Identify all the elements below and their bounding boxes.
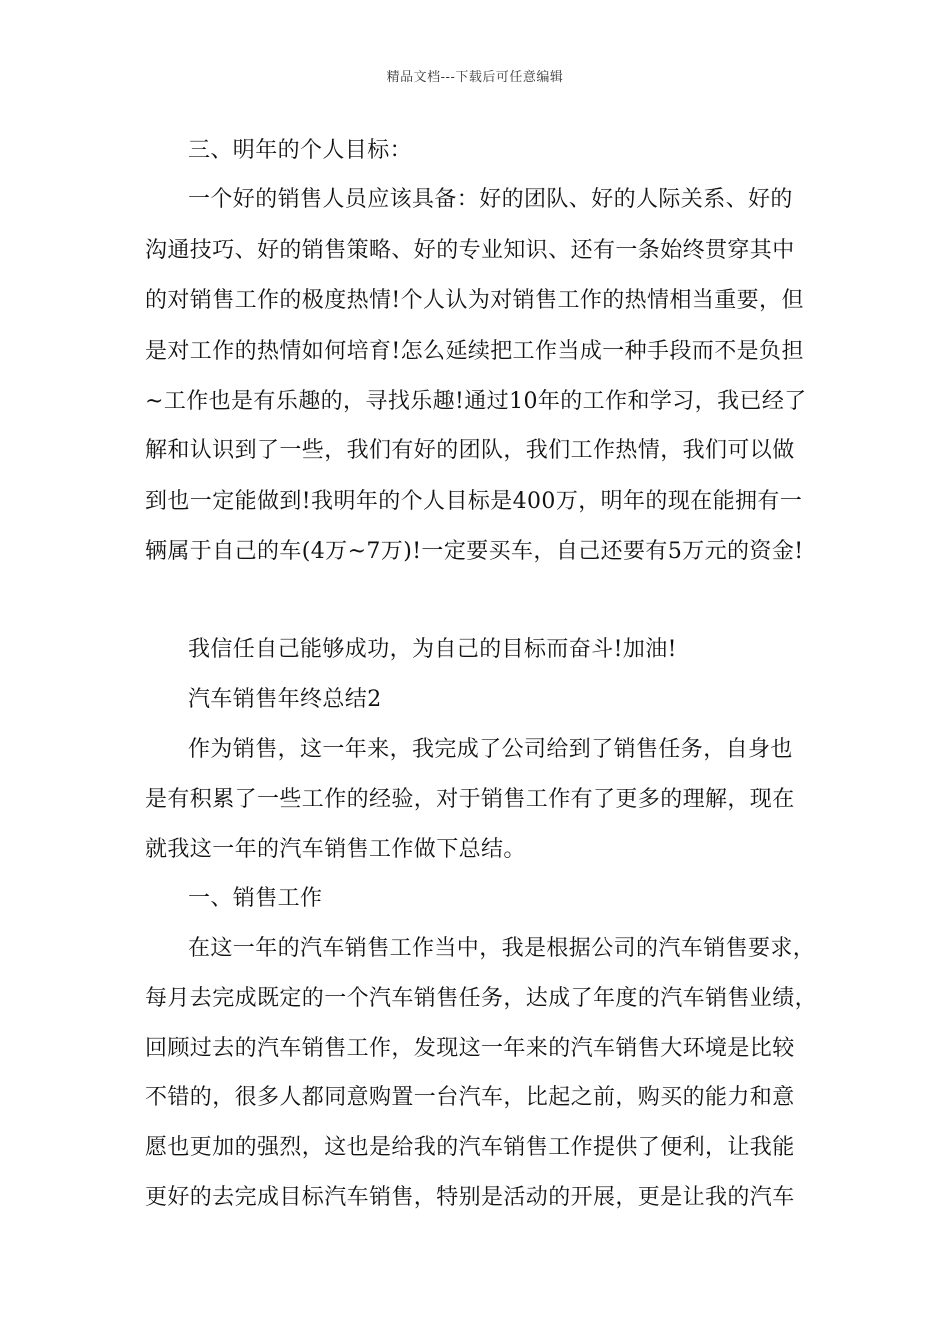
paragraph-line: 沟通技巧、好的销售策略、好的专业知识、还有一条始终贯穿其中 [145, 238, 795, 263]
paragraph-line: 是有积累了一些工作的经验，对于销售工作有了更多的理解，现在 [145, 787, 795, 812]
paragraph-line: 辆属于自己的车(4万~7万)!一定要买车，自己还要有5万元的资金! [145, 539, 804, 564]
paragraph-line: 就我这一年的汽车销售工作做下总结。 [145, 837, 526, 862]
paragraph-line: 每月去完成既定的一个汽车销售任务，达成了年度的汽车销售业绩， [145, 986, 818, 1011]
paragraph-line: ~工作也是有乐趣的，寻找乐趣!通过10年的工作和学习，我已经了 [145, 389, 807, 414]
paragraph-line: 一个好的销售人员应该具备：好的团队、好的人际关系、好的 [188, 187, 793, 212]
paragraph-line: 不错的，很多人都同意购置一台汽车，比起之前，购买的能力和意 [145, 1085, 795, 1110]
page-header: 精品文档---下载后可任意编辑 [386, 70, 564, 85]
paragraph-line: 愿也更加的强烈，这也是给我的汽车销售工作提供了便利，让我能 [145, 1135, 795, 1160]
section-heading: 一、销售工作 [188, 886, 323, 911]
section-title: 汽车销售年终总结2 [188, 687, 382, 712]
paragraph-line: 解和认识到了一些，我们有好的团队，我们工作热情，我们可以做 [145, 438, 795, 463]
paragraph-line: 我信任自己能够成功，为自己的目标而奋斗!加油! [188, 637, 677, 662]
paragraph-line: 到也一定能做到!我明年的个人目标是400万，明年的现在能拥有一 [145, 489, 803, 514]
paragraph-line: 作为销售，这一年来，我完成了公司给到了销售任务，自身也 [188, 737, 793, 762]
paragraph-line: 的对销售工作的极度热情!个人认为对销售工作的热情相当重要，但 [145, 288, 804, 313]
paragraph-line: 是对工作的热情如何培育!怎么延续把工作当成一种手段而不是负担 [145, 339, 804, 364]
section-heading: 三、明年的个人目标： [188, 138, 413, 163]
paragraph-line: 在这一年的汽车销售工作当中，我是根据公司的汽车销售要求， [188, 936, 816, 961]
paragraph-line: 更好的去完成目标汽车销售，特别是活动的开展，更是让我的汽车 [145, 1185, 795, 1210]
paragraph-line: 回顾过去的汽车销售工作，发现这一年来的汽车销售大环境是比较 [145, 1036, 795, 1061]
